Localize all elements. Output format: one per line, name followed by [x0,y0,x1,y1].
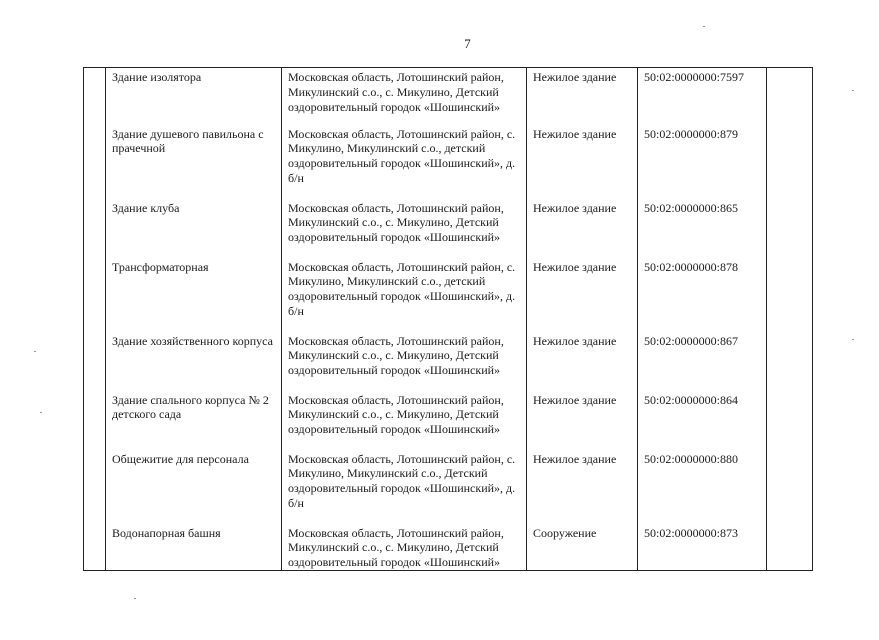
row-number-cell [84,393,106,452]
row-number-cell [84,127,106,201]
object-name-cell: Водонапорная башня [106,526,282,571]
address-cell: Московская область, Лотошинский район, Микулинский с.о., с. Микулино, Детский оздоровительный городок «Шошинский» [282,68,527,127]
address-cell: Московская область, Лотошинский район, с. Микулино, Микулинский с.о., детский оздоровительный городок «Шошинский», д. б/н [282,260,527,334]
row-number-cell [84,260,106,334]
object-type-cell: Нежилое здание [527,393,638,452]
table-row [84,260,813,334]
object-name-cell: Здание клуба [106,201,282,260]
scan-speck [34,351,36,352]
table-row [84,452,813,526]
cadastral-number-cell: 50:02:0000000:879 [638,127,767,201]
page-number: 7 [464,36,471,51]
notes-cell [767,526,813,571]
object-name-cell: Здание спального корпуса № 2 детского сада [106,393,282,452]
scan-speck [852,90,854,91]
object-name-cell: Здание душевого павильона с прачечной [106,127,282,201]
object-name-cell: Здание изолятора [106,68,282,127]
notes-cell [767,68,813,127]
notes-cell [767,452,813,526]
scan-speck [134,598,136,599]
row-number-cell [84,526,106,571]
table-row [84,127,813,201]
address-cell: Московская область, Лотошинский район, с. Микулино, Микулинский с.о., детский оздоровительный городок «Шошинский», д. б/н [282,127,527,201]
object-name-cell: Общежитие для персонала [106,452,282,526]
row-number-cell [84,452,106,526]
cadastral-number-cell: 50:02:0000000:864 [638,393,767,452]
table-row [84,201,813,260]
address-cell: Московская область, Лотошинский район, Микулинский с.о., с. Микулино, Детский оздоровительный городок «Шошинский» [282,334,527,393]
object-name-cell: Здание хозяйственного корпуса [106,334,282,393]
row-number-cell [84,201,106,260]
property-table [83,67,813,571]
scan-speck [703,26,705,27]
scan-speck [852,339,854,340]
cadastral-number-cell: 50:02:0000000:867 [638,334,767,393]
row-number-cell [84,334,106,393]
table-row [84,393,813,452]
notes-cell [767,334,813,393]
cadastral-number-cell: 50:02:0000000:878 [638,260,767,334]
address-cell: Московская область, Лотошинский район, Микулинский с.о., с. Микулино, Детский оздоровительный городок «Шошинский» [282,393,527,452]
object-type-cell: Нежилое здание [527,334,638,393]
notes-cell [767,127,813,201]
address-cell: Московская область, Лотошинский район, Микулинский с.о., с. Микулино, Детский оздоровительный городок «Шошинский» [282,526,527,571]
object-name-cell: Трансформаторная [106,260,282,334]
table-row [84,526,813,571]
object-type-cell: Нежилое здание [527,201,638,260]
object-type-cell: Нежилое здание [527,452,638,526]
notes-cell [767,260,813,334]
object-type-cell: Сооружение [527,526,638,571]
cadastral-number-cell: 50:02:0000000:865 [638,201,767,260]
cadastral-number-cell: 50:02:0000000:880 [638,452,767,526]
scan-speck [40,412,42,413]
notes-cell [767,393,813,452]
cadastral-number-cell: 50:02:0000000:873 [638,526,767,571]
object-type-cell: Нежилое здание [527,68,638,127]
notes-cell [767,201,813,260]
address-cell: Московская область, Лотошинский район, Микулинский с.о., с. Микулино, Детский оздоровительный городок «Шошинский» [282,201,527,260]
cadastral-number-cell: 50:02:0000000:7597 [638,68,767,127]
table-row [84,334,813,393]
object-type-cell: Нежилое здание [527,260,638,334]
row-number-cell [84,68,106,127]
object-type-cell: Нежилое здание [527,127,638,201]
table-row [84,68,813,127]
address-cell: Московская область, Лотошинский район, с. Микулино, Микулинский с.о., Детский оздоровительный городок «Шошинский», д. б/н [282,452,527,526]
